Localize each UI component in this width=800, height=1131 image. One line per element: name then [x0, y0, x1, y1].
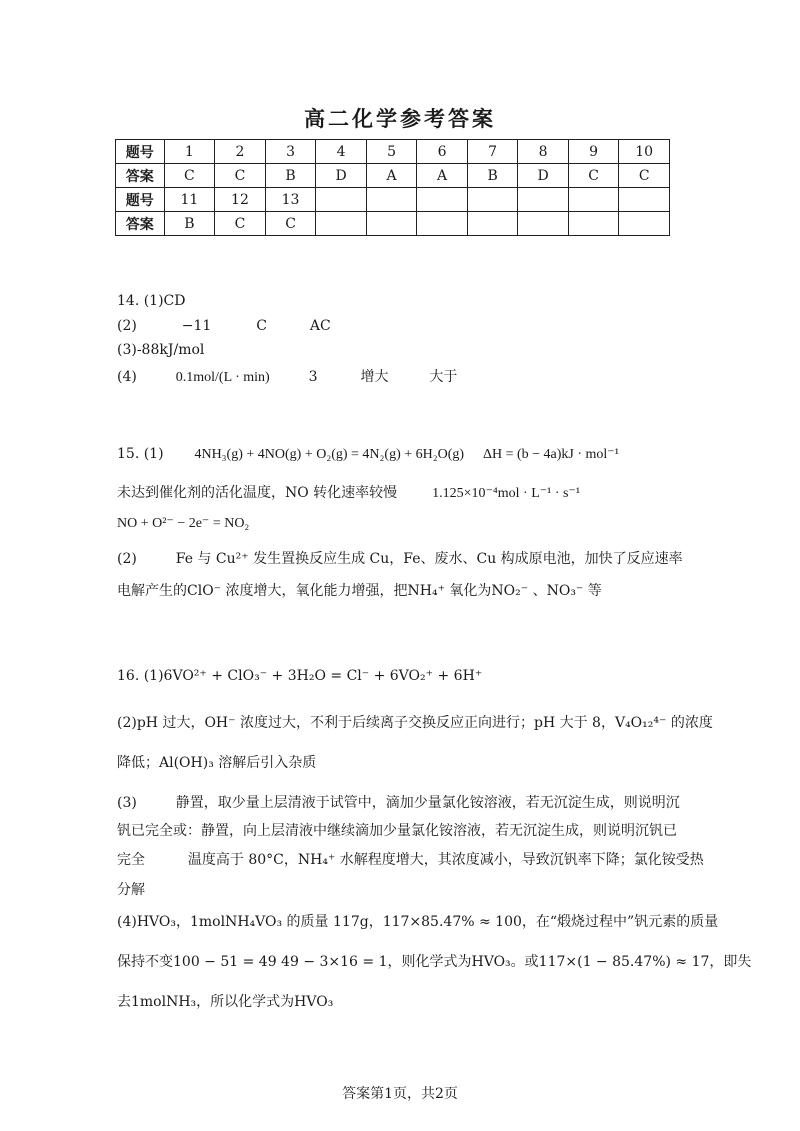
table-cell: C: [265, 212, 316, 236]
table-cell: 11: [164, 188, 215, 212]
table-cell: [417, 188, 468, 212]
q14-part-2-answer-a: −11: [181, 318, 212, 334]
q15-enthalpy: ΔH = (b − 4a)kJ · mol⁻¹: [482, 447, 619, 462]
table-cell: 9: [568, 140, 619, 164]
q15-equation: 4NH₃(g) + 4NO(g) + O₂(g) = 4N₂(g) + 6H₂O(g): [194, 447, 465, 462]
answer-table: [115, 139, 670, 236]
q16-line-8: (4)HVO₃，1molNH₄VO₃ 的质量 117g，117×85.47% ≈ 100，在“煅烧过程中”钒元素的质量: [117, 914, 719, 930]
q14-part-4-label: (4): [117, 369, 137, 385]
q16-line-4: [117, 792, 680, 812]
table-cell: [366, 212, 417, 236]
table-row: [116, 188, 670, 212]
q14-line-2: [117, 318, 331, 334]
table-cell: C: [215, 164, 266, 188]
table-cell: 4: [316, 140, 367, 164]
q14-part-4-rate: 0.1mol/(L · min): [175, 370, 270, 385]
table-cell: [316, 188, 367, 212]
q15-line-1: [117, 446, 619, 463]
page-title: 高二化学参考答案: [304, 106, 496, 131]
q14-part-4-trend: 增大: [360, 369, 389, 385]
q16-line-7: 分解: [117, 882, 145, 898]
q14-part-4-compare: 大于: [429, 369, 458, 385]
table-cell: A: [417, 164, 468, 188]
table-cell: [619, 188, 670, 212]
table-row: [116, 140, 670, 164]
page-footer: 答案第1页，共2页: [342, 1086, 458, 1102]
q16-part-3-label: (3): [117, 795, 137, 811]
table-row-header: 答案: [116, 212, 165, 236]
q15-part-2-text: Fe 与 Cu²⁺ 发生置换反应生成 Cu，Fe、废水、Cu 构成原电池，加快了反应速率: [175, 551, 683, 567]
table-cell: 10: [619, 140, 670, 164]
table-cell: [568, 212, 619, 236]
table-cell: [366, 188, 417, 212]
q16-line-6: [117, 849, 704, 869]
table-cell: C: [619, 164, 670, 188]
q16-line-10: 去1molNH₃，所以化学式为HVO₃: [117, 994, 334, 1010]
q14-line-4: [117, 366, 457, 386]
q15-part-2-label: (2): [117, 551, 137, 567]
table-cell: 3: [265, 140, 316, 164]
table-cell: [619, 212, 670, 236]
table-cell: B: [467, 164, 518, 188]
table-cell: 8: [518, 140, 569, 164]
table-row-header: 题号: [116, 140, 165, 164]
q15-rate: 1.125×10⁻⁴mol · L⁻¹ · s⁻¹: [432, 486, 581, 501]
table-cell: B: [164, 212, 215, 236]
table-cell: C: [164, 164, 215, 188]
table-cell: [568, 188, 619, 212]
q15-reason: 未达到催化剂的活化温度，NO 转化速率较慢: [117, 485, 398, 501]
table-cell: 6: [417, 140, 468, 164]
q15-line-4: [117, 548, 683, 568]
table-cell: B: [265, 164, 316, 188]
table-cell: 13: [265, 188, 316, 212]
table-cell: 12: [215, 188, 266, 212]
table-cell: 5: [366, 140, 417, 164]
table-cell: 7: [467, 140, 518, 164]
table-cell: 1: [164, 140, 215, 164]
table-cell: [417, 212, 468, 236]
table-row-header: 题号: [116, 188, 165, 212]
table-cell: D: [518, 164, 569, 188]
q16-line-2: (2)pH 过大，OH⁻ 浓度过大，不利于后续离子交换反应正向进行；pH 大于 8，V₄O₁₂⁴⁻ 的浓度: [117, 715, 713, 731]
table-row: [116, 212, 670, 236]
table-cell: 2: [215, 140, 266, 164]
q14-line-3: (3)-88kJ/mol: [117, 342, 205, 358]
table-cell: [467, 212, 518, 236]
table-cell: [316, 212, 367, 236]
q15-line-2: [117, 482, 580, 502]
q14-line-1: 14. (1)CD: [117, 293, 186, 309]
q15-electrode-equation: NO + O²⁻ − 2e⁻ = NO₂: [117, 516, 250, 531]
q16-line-5: 钒已完全或：静置，向上层清液中继续滴加少量氯化铵溶液，若无沉淀生成，则说明沉钒已: [117, 823, 677, 839]
q16-line-9: 保持不变100 − 51 = 49 49 − 3×16 = 1，则化学式为HVO₃。或117×(1 − 85.47%) ≈ 17，即失: [117, 954, 752, 970]
table-cell: C: [568, 164, 619, 188]
q14-part-2-answer-b: C: [256, 318, 267, 334]
table-cell: C: [215, 212, 266, 236]
table-cell: D: [316, 164, 367, 188]
table-cell: [467, 188, 518, 212]
q16-line-1: 16. (1)6VO²⁺ + ClO₃⁻ + 3H₂O = Cl⁻ + 6VO₂⁺ + 6H⁺: [117, 668, 483, 684]
q14-part-4-value: 3: [308, 369, 318, 385]
table-row-header: 答案: [116, 164, 165, 188]
q16-complete: 完全: [117, 852, 145, 868]
table-cell: [518, 212, 569, 236]
q16-line-3: 降低；Al(OH)₃ 溶解后引入杂质: [117, 755, 317, 771]
q16-temperature-text: 温度高于 80°C，NH₄⁺ 水解程度增大，其浓度减小，导致沉钒率下降；氯化铵受热: [187, 852, 704, 868]
table-cell: [518, 188, 569, 212]
q14-part-2-label: (2): [117, 318, 137, 334]
table-cell: A: [366, 164, 417, 188]
table-row: [116, 164, 670, 188]
q15-line-5: 电解产生的ClO⁻ 浓度增大，氧化能力增强，把NH₄⁺ 氧化为NO₂⁻ 、NO₃⁻ 等: [117, 583, 602, 599]
q15-part-1-label: 15. (1): [117, 446, 164, 462]
q16-part-3-text: 静置，取少量上层清液于试管中，滴加少量氯化铵溶液，若无沉淀生成，则说明沉: [175, 795, 680, 811]
q14-part-2-answer-c: AC: [309, 318, 331, 334]
